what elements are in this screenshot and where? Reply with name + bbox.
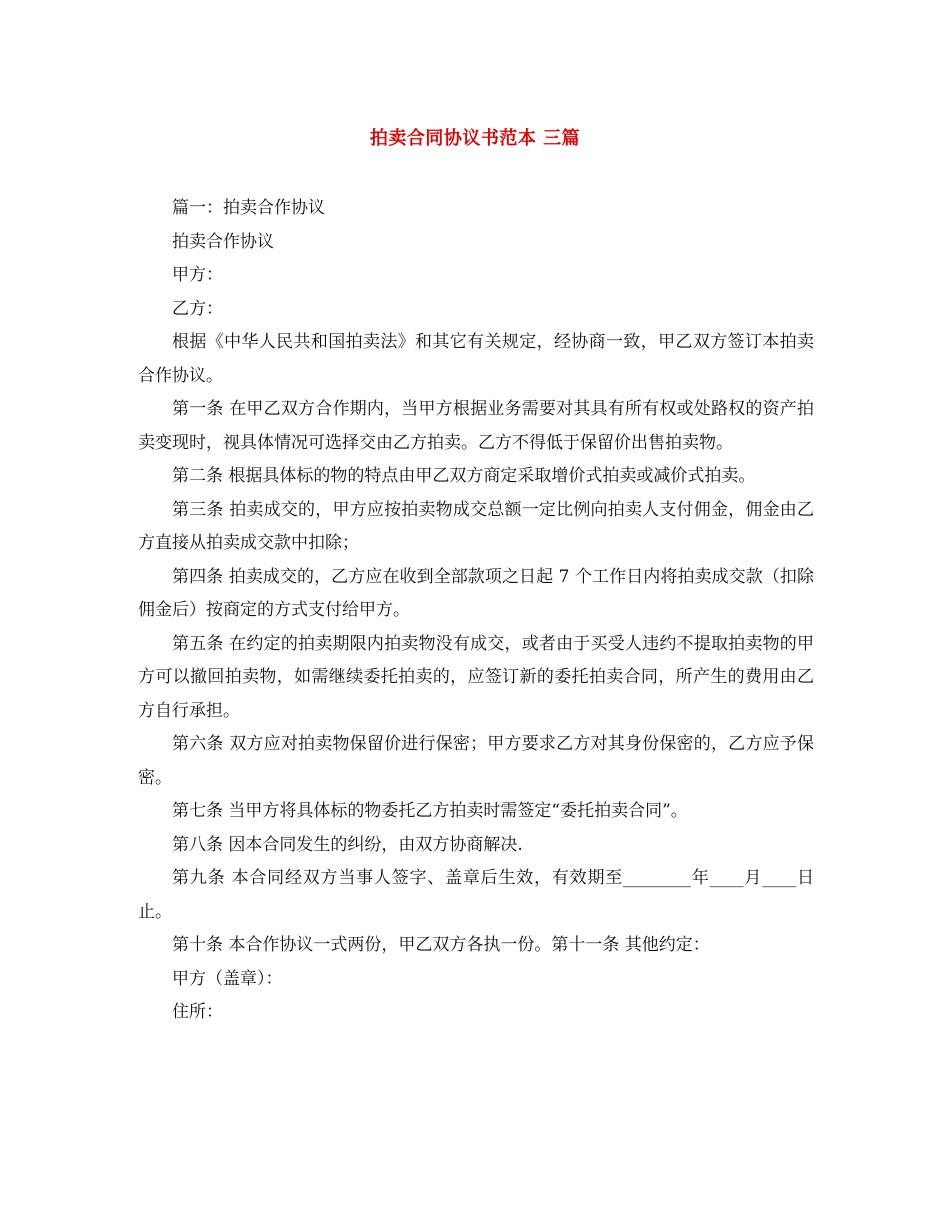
paragraph-article-7: 第七条 当甲方将具体标的物委托乙方拍卖时需签定“委托拍卖合同”。 <box>172 801 688 821</box>
paragraph-article-9: 第九条 本合同经双方当事人签字、盖章后生效，有效期至________年____月____日止。 <box>138 868 814 922</box>
document-body <box>138 192 814 1030</box>
document-title: 拍卖合同协议书范本 三篇 <box>369 128 581 149</box>
paragraph-article-4: 第四条 拍卖成交的，乙方应在收到全部款项之日起 7 个工作日内将拍卖成交款（扣除佣金后）按商定的方式支付给甲方。 <box>138 566 814 620</box>
paragraph-article-3: 第三条 拍卖成交的，甲方应按拍卖物成交总额一定比例向拍卖人支付佣金，佣金由乙方直接从拍卖成交款中扣除； <box>138 499 814 553</box>
paragraph-party-a: 甲方： <box>172 265 223 285</box>
paragraph-party-a-seal: 甲方（盖章）： <box>172 968 283 989</box>
paragraph-agreement-title: 拍卖合作协议 <box>172 231 274 252</box>
paragraph-party-b: 乙方： <box>172 298 223 319</box>
paragraph-article-2: 第二条 根据具体标的物的特点由甲乙双方商定采取增价式拍卖或减价式拍卖。 <box>172 466 756 486</box>
paragraph-address: 住所： <box>172 1002 223 1022</box>
paragraph-article-8: 第八条 因本合同发生的纠纷，由双方协商解决. <box>172 834 523 855</box>
paragraph-article-5: 第五条 在约定的拍卖期限内拍卖物没有成交，或者由于买受人违约不提取拍卖物的甲方可以撤回拍卖物，如需继续委托拍卖的，应签订新的委托拍卖合同，所产生的费用由乙方自行承担。 <box>138 633 814 721</box>
paragraph-preamble: 根据《中华人民共和国拍卖法》和其它有关规定，经协商一致，甲乙双方签订本拍卖合作协议。 <box>138 332 814 386</box>
paragraph-article-10: 第十条 本合作协议一式两份，甲乙双方各执一份。第十一条 其他约定： <box>172 935 710 955</box>
paragraph-article-6: 第六条 双方应对拍卖物保留价进行保密；甲方要求乙方对其身份保密的，乙方应予保密。 <box>138 734 814 788</box>
paragraph-article-1: 第一条 在甲乙双方合作期内，当甲方根据业务需要对其具有所有权或处路权的资产拍卖变现时，视具体情况可选择交由乙方拍卖。乙方不得低于保留价出售拍卖物。 <box>138 399 814 453</box>
paragraph-chapter-heading: 篇一：拍卖合作协议 <box>172 198 325 218</box>
